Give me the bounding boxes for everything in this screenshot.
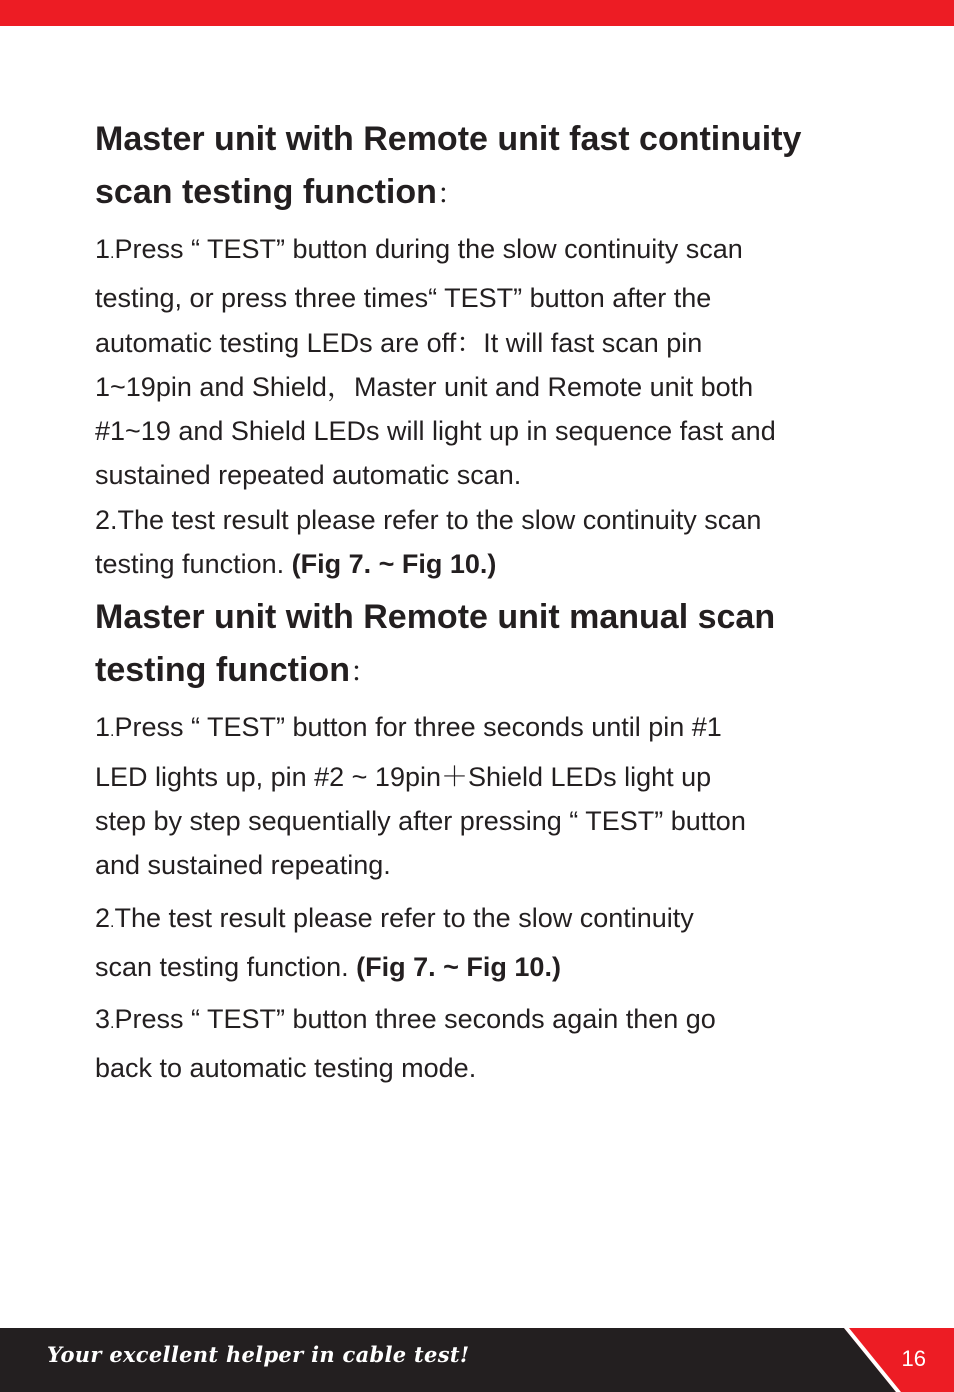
step-text-line: #1~19 and Shield LEDs will light up in sequence fast and [95,416,776,447]
step-text-line: and sustained repeating. [95,850,391,881]
step-text-line: step by step sequentially after pressing “ TEST” button [95,805,746,836]
page-footer [0,1328,954,1392]
page-number: 16 [901,1346,926,1371]
step-text-line: 1~19pin and Shield，Master unit and Remote unit both [95,371,754,402]
step-text-line: Press “ TEST” button three seconds again then go [114,1004,716,1035]
heading-colon: ： [349,656,378,688]
manual-scan-step-1 [95,705,885,887]
step-text-line: scan testing function. [95,951,357,982]
step-separator: . [110,1015,115,1033]
step-separator: . [110,723,115,741]
step-separator: . [110,913,115,931]
footer-red-tab [844,1328,954,1392]
footer-tagline: Your excellent helper in cable test! [47,1342,470,1367]
step-text-line: The test result please refer to the slow continuity [114,902,694,933]
page-content [95,113,885,1091]
fast-scan-step-1 [95,227,885,498]
section-heading-manual-scan-text: Master unit with Remote unit manual scan testing function [95,598,776,690]
section-heading-fast-scan-text: Master unit with Remote unit fast continuity scan testing function [95,120,802,211]
fast-scan-step-2 [95,498,885,587]
step-text-line: LED lights up, pin #2 ~ 19pin＋Shield LEDs light up [95,761,712,792]
step-text-line: Press “ TEST” button for three seconds until pin #1 [114,712,722,743]
step-text-line: 2.The test result please refer to the slow continuity scan [95,504,762,535]
step-number: 2 [95,902,111,933]
step-text-line: sustained repeated automatic scan. [95,460,522,491]
section-heading-manual-scan [95,591,885,698]
step-text-line: automatic testing LEDs are off：It will fast scan pin [95,327,703,358]
manual-scan-step-3 [95,997,885,1091]
manual-scan-step-2 [95,896,885,990]
top-accent-bar [0,0,954,26]
step-text-line: back to automatic testing mode. [95,1053,477,1084]
step-separator: . [110,245,115,262]
step-number: 1 [95,234,111,264]
step-text-line: testing function. [95,549,292,580]
figure-reference: (Fig 7. ~ Fig 10.) [356,951,561,982]
step-number: 1 [95,712,111,743]
section-heading-fast-scan [95,113,885,220]
step-number: 3 [95,1004,111,1035]
heading-colon: ： [436,178,465,209]
figure-reference: (Fig 7. ~ Fig 10.) [291,549,497,580]
step-text-line: testing, or press three times“ TEST” button after the [95,283,712,314]
step-text-line: Press “ TEST” button during the slow continuity scan [114,234,743,264]
